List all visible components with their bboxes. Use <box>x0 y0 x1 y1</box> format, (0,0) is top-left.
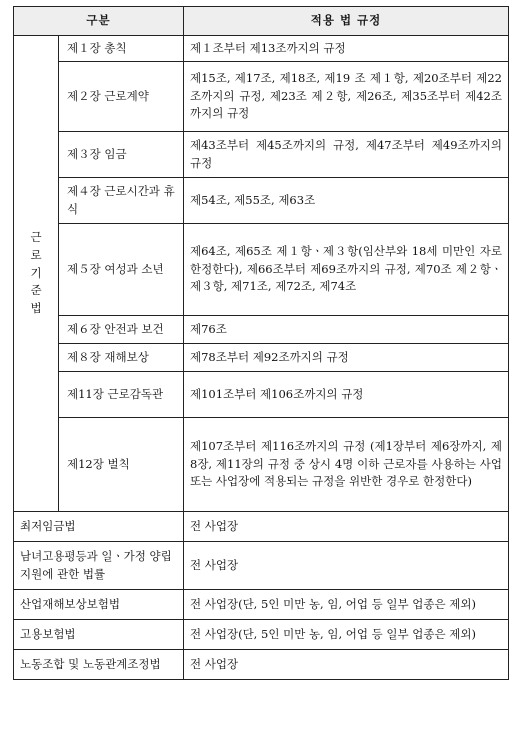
table-row <box>14 372 509 418</box>
table-row <box>14 512 509 542</box>
scope-cell: 제15조, 제17조, 제18조, 제19 조 제１항, 제20조부터 제22조까지의 규정, 제23조 제２항, 제26조, 제35조부터 제42조까지의 규정 <box>184 62 509 132</box>
scope-cell: 전 사업장(단, 5인 미만 농, 임, 어업 등 일부 업종은 제외) <box>184 620 509 650</box>
chapter-cell: 제１장 총칙 <box>59 36 184 62</box>
scope-cell: 전 사업장 <box>184 512 509 542</box>
law-name-cell: 노동조합 및 노동관계조정법 <box>14 650 184 680</box>
scope-cell: 제64조, 제65조 제１항ㆍ제３항(임산부와 18세 미만인 자로 한정한다), 제66조부터 제69조까지의 규정, 제70조 제２항ㆍ제３항, 제71조, 제72조, 제74조 <box>184 224 509 316</box>
labor-standards-act-label <box>14 36 59 512</box>
header-scope: 적용 법 규정 <box>184 7 509 36</box>
table-row <box>14 316 509 344</box>
law-name-cell: 고용보험법 <box>14 620 184 650</box>
header-category: 구분 <box>14 7 184 36</box>
law-name-cell: 최저임금법 <box>14 512 184 542</box>
chapter-cell: 제６장 안전과 보건 <box>59 316 184 344</box>
scope-cell: 제43조부터 제45조까지의 규정, 제47조부터 제49조까지의 규정 <box>184 132 509 178</box>
table-row <box>14 62 509 132</box>
scope-cell: 제78조부터 제92조까지의 규정 <box>184 344 509 372</box>
labor-standards-act-text: 근로기준법 <box>30 229 42 316</box>
table-row <box>14 650 509 680</box>
table-header-row <box>14 7 509 36</box>
chapter-cell: 제12장 벌칙 <box>59 418 184 512</box>
chapter-cell: 제５장 여성과 소년 <box>59 224 184 316</box>
table-row <box>14 132 509 178</box>
chapter-cell: 제３장 임금 <box>59 132 184 178</box>
chapter-cell: 제８장 재해보상 <box>59 344 184 372</box>
table-row <box>14 542 509 590</box>
table-row <box>14 224 509 316</box>
table-row <box>14 620 509 650</box>
scope-cell: 제107조부터 제116조까지의 규정 (제1장부터 제6장까지, 제8장, 제11장의 규정 중 상시 4명 이하 근로자를 사용하는 사업 또는 사업장에 적용되는 규정을 위반한 경우로 한정한다) <box>184 418 509 512</box>
table-row <box>14 590 509 620</box>
scope-cell: 전 사업장(단, 5인 미만 농, 임, 어업 등 일부 업종은 제외) <box>184 590 509 620</box>
table-row <box>14 178 509 224</box>
scope-cell: 전 사업장 <box>184 650 509 680</box>
law-name-cell: 남녀고용평등과 일ㆍ가정 양립 지원에 관한 법률 <box>14 542 184 590</box>
table-row <box>14 418 509 512</box>
scope-cell: 제76조 <box>184 316 509 344</box>
law-name-cell: 산업재해보상보험법 <box>14 590 184 620</box>
scope-cell: 전 사업장 <box>184 542 509 590</box>
law-application-table <box>13 6 509 680</box>
table-row <box>14 344 509 372</box>
scope-cell: 제54조, 제55조, 제63조 <box>184 178 509 224</box>
chapter-cell: 제４장 근로시간과 휴식 <box>59 178 184 224</box>
scope-cell: 제101조부터 제106조까지의 규정 <box>184 372 509 418</box>
chapter-cell: 제11장 근로감독관 <box>59 372 184 418</box>
table-row <box>14 36 509 62</box>
scope-cell: 제１조부터 제13조까지의 규정 <box>184 36 509 62</box>
chapter-cell: 제２장 근로계약 <box>59 62 184 132</box>
